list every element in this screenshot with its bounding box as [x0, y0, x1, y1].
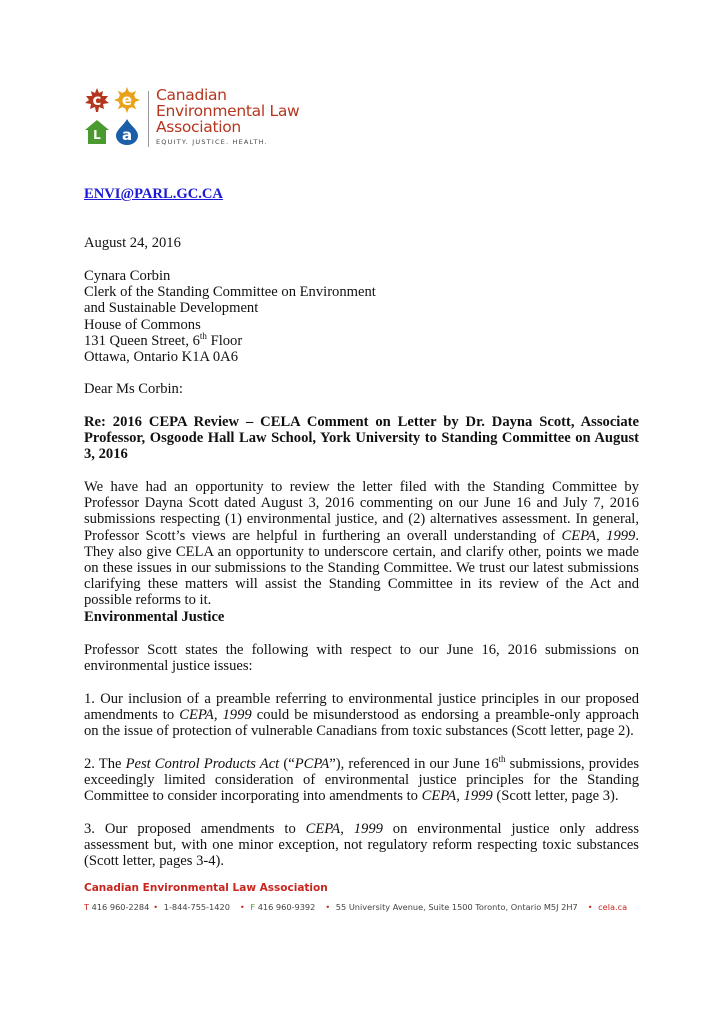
recipient-email-line	[84, 186, 639, 202]
phone-number: 416 960-2284	[91, 902, 150, 912]
footer-address: 55 University Avenue, Suite 1500 Toronto, Ontario M5J 2H7	[335, 902, 578, 912]
street-text: 131 Queen Street, 6	[84, 332, 200, 349]
section-intro: Professor Scott states the following with respect to our June 16, 2016 submissions on environmental justice issues:	[84, 642, 639, 675]
cela-logo	[84, 87, 324, 149]
point-text-cont: on environmental justice only address assessment but, with one minor exception, not regulatory reform respecting toxic substances (Scott letter, pages 3-4).	[84, 821, 639, 870]
recipient-org: House of Commons	[84, 316, 201, 333]
water-drop-icon	[114, 119, 140, 145]
recipient-address	[84, 268, 639, 365]
logo-name-line: Canadian	[156, 86, 227, 104]
point-italic: CEPA, 1999	[421, 788, 493, 805]
point-italic: PCPA	[294, 756, 330, 772]
bullet-separator: •	[325, 902, 331, 912]
bullet-separator: •	[587, 902, 593, 912]
bullet-separator: •	[239, 902, 245, 912]
point-text: 1. Our inclusion of a preamble referring to environmental justice principles in our proposed amendments to	[84, 691, 639, 724]
logo-letter-l: L	[93, 127, 101, 142]
recipient-name: Cynara Corbin	[84, 268, 171, 284]
logo-divider	[148, 91, 149, 147]
point-italic: Pest Control Products Act	[125, 756, 280, 772]
intro-paragraph	[84, 479, 639, 609]
website-link[interactable]: cela.ca	[598, 902, 628, 912]
intro-italic: CEPA, 1999	[561, 527, 636, 544]
logo-letter-a: a	[121, 126, 133, 144]
recipient-title: Clerk of the Standing Committee on Environment	[84, 284, 376, 301]
logo-letter-c: c	[92, 91, 102, 109]
subject-line: Re: 2016 CEPA Review – CELA Comment on Letter by Dr. Dayna Scott, Associate Professor, Osgoode Hall Law School, York University to Standing Committee on August 3, 2016	[84, 414, 639, 463]
recipient-email-link[interactable]: ENVI@PARL.GC.CA	[84, 186, 223, 202]
fax-label: F	[250, 902, 256, 912]
logo-org-name	[156, 87, 299, 135]
point-1	[84, 691, 639, 740]
footer-org-name: Canadian Environmental Law Association	[84, 882, 328, 894]
logo-name-line: Association	[156, 118, 241, 136]
fax-number: 416 960-9392	[257, 902, 316, 912]
point-text: submissions, provides exceedingly limited consideration of environmental justice principles for the Standing Committee to consider incorporating into amendments to	[84, 756, 640, 805]
recipient-title-cont: and Sustainable Development	[84, 300, 259, 317]
recipient-city: Ottawa, Ontario K1A 0A6	[84, 349, 239, 366]
tollfree-number: 1-844-755-1420	[163, 902, 230, 912]
bullet-separator: •	[153, 902, 159, 912]
letter-date: August 24, 2016	[84, 235, 181, 251]
point-text: ”), referenced in our June 16	[329, 756, 499, 772]
street-sup: th	[199, 330, 207, 341]
house-icon	[84, 119, 110, 145]
section-heading: Environmental Justice	[84, 609, 225, 625]
salutation: Dear Ms Corbin:	[84, 381, 183, 397]
intro-text: We have had an opportunity to review the letter filed with the Standing Committee by Professor Dayna Scott dated August 3, 2016 commenting on our June 16 and July 7, 2016 submissions respecting (1) environmental justice, and (2) alternatives assessment. In general, Professor Scott’s views are helpful in furthering an overall understanding of	[84, 479, 639, 544]
maple-leaf-icon	[84, 87, 110, 113]
recipient-street	[84, 330, 639, 349]
footer-contact-line	[84, 902, 627, 912]
street-text-post: Floor	[206, 332, 243, 349]
phone-label: T	[84, 902, 90, 912]
point-sup: th	[498, 754, 506, 764]
point-italic: CEPA, 1999	[179, 707, 252, 724]
logo-letter-e: e	[121, 91, 133, 109]
sun-icon	[114, 87, 140, 113]
point-text-cont: could be misunderstood as endorsing a preamble-only approach on the issue of protection of vulnerable Canadians from toxic substances (Scott letter, page 2).	[84, 707, 639, 740]
point-italic: CEPA, 1999	[305, 821, 383, 837]
point-text-cont: (Scott letter, page 3).	[492, 788, 619, 805]
point-text: 2. The	[84, 756, 126, 772]
logo-tagline: EQUITY. JUSTICE. HEALTH.	[156, 138, 268, 146]
logo-name-line: Environmental Law	[156, 102, 300, 120]
intro-text-cont: . They also give CELA an opportunity to underscore certain, and clarify other, points we made on these issues in our submissions to the Standing Committee. We trust our latest submissions clarifying these matters will assist the Standing Committee in its review of the Act and possible reforms to it.	[84, 527, 639, 609]
point-2	[84, 756, 639, 805]
logo-icons	[84, 87, 144, 147]
point-text: 3. Our proposed amendments to	[84, 821, 306, 837]
point-3	[84, 821, 639, 870]
point-text: (“	[279, 756, 295, 772]
